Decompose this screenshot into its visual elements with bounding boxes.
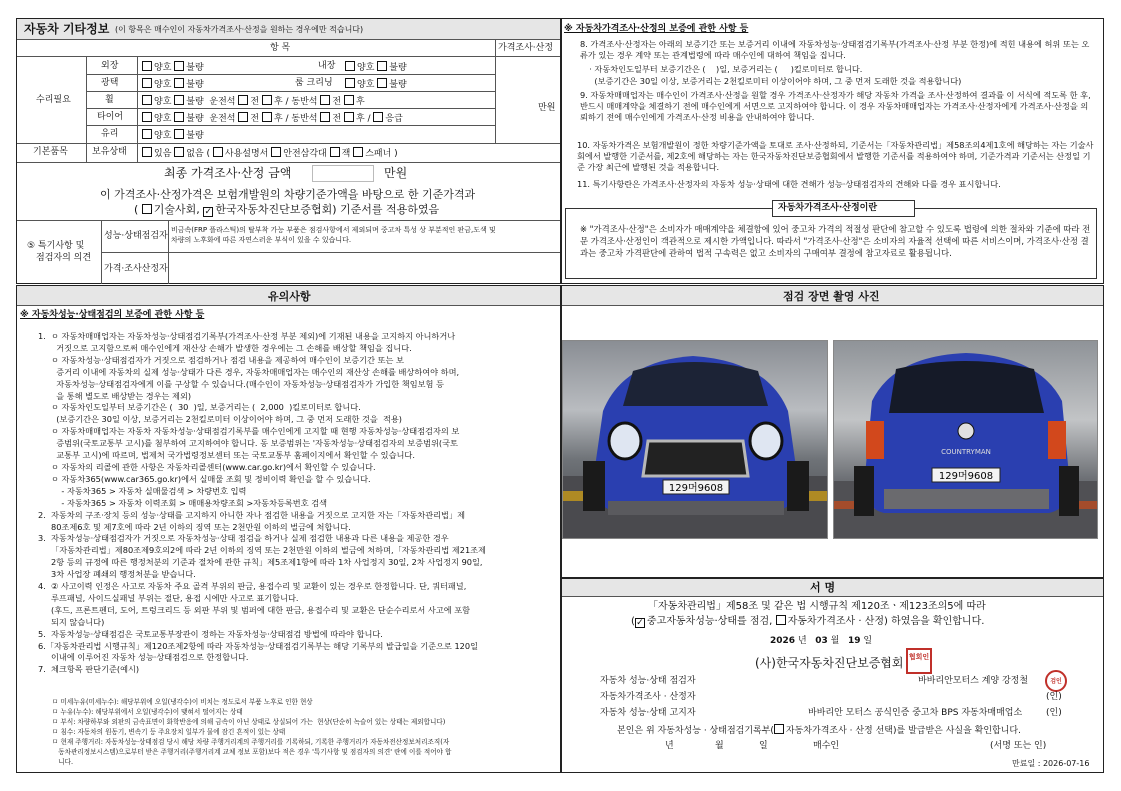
expiry-date: 만료일 : 2026-07-16 [1012, 759, 1090, 768]
note-line: 6.「자동차관리법 시행규칙」제120조제2항에 따라 자동차성능·상태점검기록부는 해당 기록부의 발급일을 기준으로 120일 [38, 640, 478, 651]
row-glass-options[interactable]: 양호 불량 [142, 129, 204, 142]
note-line: 되지 않습니다) [38, 616, 105, 627]
notes-criteria-list [52, 697, 558, 767]
signature-title: 서 명 [810, 581, 836, 594]
final-price-input[interactable] [312, 165, 374, 182]
row-interior-label: 내장 [318, 61, 336, 71]
note-line: 5. 자동차성능·상태점검은 국토교통부장관이 정하는 자동차성능·상태점검 방법에 따라야 합니다. [38, 628, 383, 639]
organization-seal: 협회인 [906, 648, 932, 674]
price-item-8: 8. 가격조사·산정자는 아래의 보증기간 또는 보증거리 이내에 자동차성능·상태점검기록부(가격조사·산정 부분 한정)에 적힌 내용에 허위 또는 오류가 있는 경우 계약 또는 관계법령에 따라 매수인에 대하여 책임을 집니다. [580, 39, 1090, 60]
note-line: 루프패널, 사이드실패널 부위는 절단, 용접 시에만 사고로 표기합니다. [38, 592, 299, 603]
front-car-photo [562, 340, 828, 539]
signature-organization: (사)한국자동차진단보증협회 [755, 656, 904, 670]
standard-kaica-checkbox[interactable]: ✓ [204, 207, 213, 217]
note-line: - 자동차365 > 자동차 실매물검색 > 차량번호 입력 [38, 485, 247, 496]
basic-status-label: 보유상태 [92, 147, 127, 157]
sign-row-appraiser-label: 자동차가격조사 · 산정자 [600, 692, 696, 702]
inspector-label: 성능·상태점검자 [104, 231, 168, 241]
note-line: 2항 등의 규정에 따른 행정처분의 기준과 절차에 관한 규칙」제5조제1항에 따라 1차 사업정지 30일, 2차 사업정지 90일, [38, 557, 483, 568]
inspector-opinion-2: 차량의 노후화에 따른 자연스러운 부식이 있을 수 있습니다. [171, 236, 352, 244]
note-line: ㅇ 자동차인도일부터 보증기간은 ( 30 )일, 보증거리는 ( 2,000 )킬로미터로 합니다. [38, 402, 361, 413]
signature-date: 2026 년 03 월 19 일 [770, 636, 873, 646]
signature-confirm-line: (✓ 중고자동차성능·상태를 점검, 자동차가격조사 · 산정) 하였음을 확인합니다. [631, 616, 985, 628]
special-notes-label-2: 점검자의 의견 [36, 253, 92, 263]
note-line: 3. 자동차성능·상태점검자가 거짓으로 자동차성능·상태 점검을 하거나 실제 점검한 내용과 다른 내용을 제공한 경우 [38, 533, 449, 544]
inspector-seal: 검인 [1045, 670, 1067, 692]
notes-list [38, 331, 558, 676]
price-guarantee-heading: ※ 자동차가격조사·산정의 보증에 관한 사항 등 [564, 24, 749, 34]
note-line: 3차 사업장 폐쇄의 행정처분을 받습니다. [38, 569, 196, 580]
price-item-11: 11. 특기사항란은 가격조사·산정자의 자동차 성능·상태에 대한 견해가 성능·상태점검자의 견해와 다를 경우 표시합니다. [577, 179, 1001, 189]
criteria-line: ㅁ 침수: 자동차의 원동기, 변속기 등 주요장치 일부가 물에 잠긴 흔적이 있는 상태 [52, 728, 286, 736]
criteria-line: ㅁ 누유(누수): 해당부위에서 오일(냉각수)이 맺혀서 떨어지는 상태 [52, 708, 243, 716]
inspector-opinion-1: 비금속(FRP 플라스틱)의 탈부착 가능 부품은 점검사항에서 제외되며 중고차 특성 상 부분적인 판금,도색 및 [171, 226, 496, 234]
front-car-drawing [563, 341, 828, 539]
sign-row-notifier-value: 바바리안 모터스 공식인증 중고차 BPS 자동차매매업소 [808, 708, 1023, 718]
criteria-line: 니다. [52, 758, 74, 766]
final-price-label: 최종 가격조사·산정 금액 [164, 166, 292, 180]
note-line: 이내에 이루어진 자동차 성능·상태점검으로 한정합니다. [38, 652, 249, 663]
row-room-cleaning-options[interactable]: 양호 불량 [345, 78, 407, 91]
note-line: 「자동차관리법」제80조제9호의2에 따라 2년 이하의 징역 또는 2천만원 이하의 벌금에 처하며,「자동차관리법 제21조제 [38, 545, 486, 556]
standard-tech-checkbox[interactable] [142, 204, 152, 214]
note-line: 교통부 고시)에 따르며, 법제처 국가법령정보센터 또는 국토교통부 홈페이지에서 확인할 수 있습니다. [38, 450, 415, 461]
note-line: 을 통해 별도로 배상받는 경우는 제외) [38, 390, 192, 401]
buyer-date-month: 월 [715, 741, 724, 751]
criteria-line: ㅁ 부식: 차량하부와 외판의 금속표면이 화학반응에 의해 금속이 아닌 상태로 상실되어 가는 현상(단순히 녹슬어 있는 상태는 제외합니다) [52, 718, 446, 726]
row-glass-label: 유리 [101, 129, 119, 139]
price-item-8-note: (보증기간은 30일 이상, 보증거리는 2천킬로미터 이상이어야 하며, 그 중 먼저 도래한 것을 적용합니다) [584, 76, 962, 86]
price-item-9: 9. 자동차매매업자는 매수인이 가격조사·산정을 원할 경우 가격조사·산정자가 해당 자동차 가격을 조사·산정하여 결과를 이 서식에 적도록 한 후, 반드시 매매계약을 체결하기 전에 매수인에게 서면으로 고지하여야 합니다. 이 경우 자동차매매업자는 가격조사·산정자에게 가격조사·산정을 의뢰하기 전에 매수인에게 가격조사·산정 비용을 안내하여야 합니다. [580, 90, 1091, 122]
standard-line1: 이 가격조사·산정가격은 보험개발원의 차량기준가액을 바탕으로 한 기준가격과 [100, 188, 476, 201]
price-definition-title: 자동차가격조사·산정이란 [778, 203, 878, 213]
signature-law-line: 「자동차관리법」제58조 및 같은 법 시행규칙 제120조ㆍ제123조의5에 따라 [648, 601, 986, 612]
buyer-price-checkbox[interactable] [774, 724, 784, 734]
row-interior-options[interactable]: 양호 불량 [345, 61, 407, 74]
row-wheel-label: 휠 [105, 95, 114, 105]
sign-row-notifier-mark: (인) [1046, 708, 1062, 718]
buyer-date-year: 년 [665, 741, 674, 751]
note-line: 1. ㅇ 자동차매매업자는 자동차성능·상태점검기록부(가격조사·산정 부분 제외)에 기재된 내용을 고지하지 아니하거나 [38, 331, 456, 341]
note-line: - 자동차365 > 자동차 이력조회 > 매매용차량조회 >자동차등록번호 검색 [38, 497, 328, 508]
performance-check-checkbox[interactable]: ✓ [636, 618, 644, 628]
header-item: 항 목 [270, 43, 291, 53]
basic-items-options[interactable]: 있음 없음 ( 사용설명서 안전삼각대 잭 스패너 ) [142, 147, 398, 160]
final-price-unit: 만원 [384, 166, 408, 180]
note-line: ㅇ 자동차매매업자는 자동차 자동차성능·상태점검기록부를 매수인에게 고지할 때 현행 자동차성능·상태점검자의 보 [38, 426, 460, 437]
note-line: 증범위(국토교통부 고시)를 첨부하여 고지하여야 합니다. 동 보증범위는 '자동차성능·상태점검자의 보증범위(국토 [38, 438, 458, 449]
notes-title: 유의사항 [268, 290, 311, 303]
note-line: ㅇ 자동차의 리콜에 관한 사항은 자동차리콜센터(www.car.go.kr)에서 확인할 수 있습니다. [38, 461, 376, 472]
criteria-line: ㅁ 현재 주행거리: 자동차성능·상태점검 당시 해당 차량 주행거리계의 주행거리를 기록하되, 기록한 주행거리가 자동차전산정보처리조직(자 [52, 738, 450, 746]
row-room-cleaning-label: 룸 크리닝 [295, 78, 333, 88]
note-line: 4. ② 사고이력 인정은 사고로 자동차 주요 골격 부위의 판금, 용접수리 및 교환이 있는 경우로 한정합니다. 단, 쿼터패널, [38, 581, 467, 592]
appraiser-label: 가격·조사산정자 [104, 264, 168, 274]
sign-row-appraiser-mark: (인) [1046, 692, 1062, 702]
standard-line2: ( 기술사회, ✓ 한국자동차진단보증협회) 기준서를 적용하였음 [134, 203, 440, 217]
row-tire-options[interactable]: 양호 불량 운전석 전 후 / 동반석 전 후 / 응급 [142, 112, 403, 125]
note-line: 7. 체크항목 판단기준(예시) [38, 664, 140, 675]
criteria-line: ㅁ 미세누유(미세누수): 해당부위에 오일(냉각수)이 비치는 정도로서 부품 노후로 인한 현상 [52, 698, 313, 706]
note-line: (보증기간은 30일 이상, 보증거리는 2천킬로미터 이상이어야 하며, 그 중 먼저 도래한 것을 적용) [38, 414, 403, 425]
price-check-checkbox[interactable] [776, 615, 786, 625]
note-line: (후드, 프론트펜더, 도어, 트렁크리드 등 외판 부위 및 범퍼에 대한 판금, 용접수리 및 교환은 단순수리로서 사고에 포함 [38, 604, 471, 615]
note-line: 2. 자동차의 구조·장치 등의 성능·상태를 고지하지 아니한 자나 점검한 내용을 거짓으로 고지한 자는「자동차관리법」제 [38, 509, 466, 520]
note-line: 자동차성능·상태점검자에게 이를 구상할 수 있습니다.(매수인이 자동차성능·상태점검자가 가입한 책임보험 등 [38, 378, 444, 389]
photos-title: 점검 장면 촬영 사진 [783, 290, 880, 303]
row-tire-label: 타이어 [97, 112, 124, 122]
note-line: 증거리 이내에 자동차의 실제 성능·상태가 다른 경우, 자동차매매업자는 매수인의 재산상 손해를 배상하여야 하며, [38, 366, 460, 377]
basic-items-label: 기본품목 [33, 147, 68, 157]
row-wheel-options[interactable]: 양호 불량 운전석 전 후 / 동반석 전 후 [142, 95, 365, 108]
note-line: 80조제6호 및 제7호에 따라 2년 이하의 징역 또는 2천만원 이하의 벌금에 처합니다. [38, 521, 351, 532]
rear-plate-text: 129머9608 [938, 471, 994, 482]
sign-row-notifier-label: 자동차 성능·상태 고지자 [600, 708, 696, 718]
rear-badge-text: COUNTRYMAN [941, 448, 991, 456]
front-plate-text: 129머9608 [668, 483, 724, 494]
note-line: ㅇ 자동차성능·상태점검자가 거짓으로 점검하거나 점검 내용을 제공하여 매수인이 보증기간 또는 보 [38, 354, 404, 365]
row-exterior-options[interactable]: 양호 불량 [142, 61, 204, 74]
buyer-date-day: 일 [759, 741, 768, 751]
criteria-line: 동차관리정보시스템)으로부터 받은 주행거리(주행거리계 교체 정보 포함)보다 적은 경우 '특기사항 및 점검자의 의견' 란에 이를 적어야 합 [52, 748, 452, 756]
price-unit: 만원 [538, 103, 556, 113]
row-gloss-label: 광택 [101, 78, 119, 88]
sign-row-inspector-value: 바바리안모터스 계양 강정철 [918, 676, 1029, 686]
note-line: 거짓으로 고지함으로써 매수인에게 재산상 손해가 발생한 경우에는 그 손해를 배상할 책임을 집니다. [38, 342, 412, 353]
notes-heading: ※ 자동차성능·상태점검의 보증에 관한 사항 등 [20, 310, 205, 320]
rear-car-drawing [834, 341, 1098, 539]
price-item-8-period: · 자동차인도일부터 보증기간은 ( )일, 보증거리는 ( )킬로미터로 합니다. [584, 64, 863, 74]
rear-car-photo [833, 340, 1098, 539]
price-item-10: 10. 자동차가격은 보험개발원이 정한 차량기준가액을 토대로 조사·산정하되, 기준서는「자동차관리법」제58조의4제1호에 해당하는 자는 기술사회에서 발행한 기준서를, 제2호에 해당하는 자는 한국자동차진단보증협회에서 발행한 기준서를 적용하여야 하며, 기준가격과 기준서는 산정일 기준 가장 최근에 발행된 것을 적용합니다. [577, 140, 1094, 172]
note-line: ㅇ 자동차365(www.car365.go.kr)에서 실매물 조회 및 정비이력 확인을 할 수 있습니다. [38, 473, 371, 484]
price-definition-text: ※ "가격조사·산정"은 소비자가 매매계약을 체결함에 있어 중고차 가격의 적절성 판단에 참고할 수 있도록 법령에 의한 절차와 기준에 따라 전문 가격조사·산정인이 객관적으로 제시한 가액입니다. 따라서 "가격조사·산정"은 소비자의 자율적 선택에 따른 서비스이며, 가격조사·산정 결과는 중고차 가격판단에 관하여 법적 구속력은 없고 소비자의 구매여부 결정에 참고자료로 활용됩니다. [580, 224, 1091, 258]
buyer-label: 매수인 [813, 741, 840, 751]
buyer-signature-field[interactable]: (서명 또는 인) [990, 741, 1047, 751]
sign-row-inspector-label: 자동차 성능·상태 점검자 [600, 676, 696, 686]
vehicle-other-info-note: (이 항목은 매수인이 자동차가격조사·산정을 원하는 경우에만 적습니다) [115, 25, 364, 34]
buyer-confirm-line: 본인은 위 자동차성능 · 상태점검기록부( 자동차가격조사 · 산정 선택)를 발급받은 사실을 확인합니다. [617, 726, 1021, 736]
repair-label: 수리필요 [36, 95, 71, 105]
vehicle-other-info-title: 자동차 기타정보 [24, 22, 110, 36]
row-exterior-label: 외장 [101, 61, 119, 71]
special-notes-label-1: ⑤ 특기사항 및 [27, 241, 85, 251]
header-price: 가격조사·산정 [498, 43, 554, 53]
row-gloss-options[interactable]: 양호 불량 [142, 78, 204, 91]
